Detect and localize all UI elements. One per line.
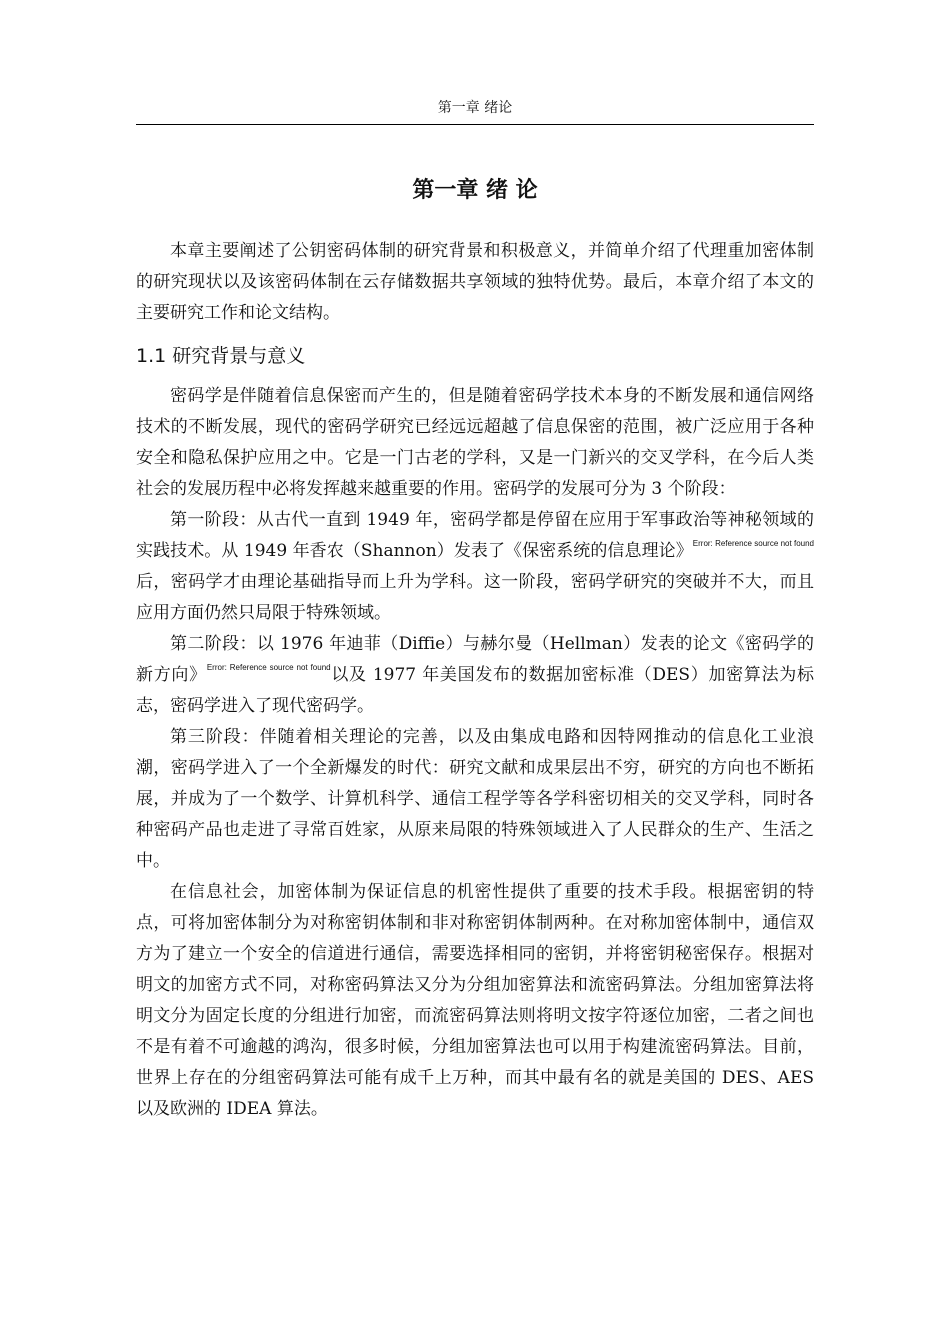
paragraph-stage-one (136, 505, 814, 629)
chapter-title: 第一章 绪 论 (412, 178, 538, 203)
section-heading: 1.1 研究背景与意义 (136, 345, 306, 367)
intro-paragraph: 本章主要阐述了公钥密码体制的研究背景和积极意义，并简单介绍了代理重加密体制的研究现状以及该密码体制在云存储数据共享领域的独特优势。最后，本章介绍了本文的主要研究工作和论文结构。 (136, 241, 814, 323)
stage-one-text-cont: 后，密码学才由理论基础指导而上升为学科。这一阶段，密码学研究的突破并不大，而且应用方面仍然只局限于特殊领域。 (136, 572, 814, 623)
page-body (136, 236, 814, 1125)
paragraph-stage-three: 第三阶段：伴随着相关理论的完善，以及由集成电路和因特网推动的信息化工业浪潮，密码学进入了一个全新爆发的时代：研究文献和成果层出不穷，研究的方向也不断拓展，并成为了一个数学、计算机科学、通信工程学等各学科密切相关的交叉学科，同时各种密码产品也走进了寻常百姓家，从原来局限的特殊领域进入了人民群众的生产、生活之中。 (136, 727, 814, 871)
header-rule (136, 124, 814, 125)
stage-one-text: 第一阶段：从古代一直到 1949 年，密码学都是停留在应用于军事政治等神秘领域的实践技术。从 1949 年香农（Shannon）发表了《保密系统的信息理论》 (136, 510, 814, 561)
stage-two-text-cont: 以及 1977 年美国发布的数据加密标准（DES）加密算法为标志，密码学进入了现代密码学。 (136, 665, 815, 716)
paragraph-overview: 密码学是伴随着信息保密而产生的，但是随着密码学技术本身的不断发展和通信网络技术的不断发展，现代的密码学研究已经远远超越了信息保密的范围，被广泛应用于各种安全和隐私保护应用之中。它是一门古老的学科，又是一门新兴的交叉学科，在今后人类社会的发展历程中必将发挥越来越重要的作用。密码学的发展可分为 3 个阶段： (136, 386, 814, 499)
citation-error: Error: Reference source not found (206, 663, 331, 672)
paragraph-encryption: 在信息社会，加密体制为保证信息的机密性提供了重要的技术手段。根据密钥的特点，可将加密体制分为对称密钥体制和非对称密钥体制两种。在对称加密体制中，通信双方为了建立一个安全的信道进行通信，需要选择相同的密钥，并将密钥秘密保存。根据对明文的加密方式不同，对称密码算法又分为分组加密算法和流密码算法。分组加密算法将明文分为固定长度的分组进行加密，而流密码算法则将明文按字符逐位加密，二者之间也不是有着不可逾越的鸿沟，很多时候，分组加密算法也可以用于构建流密码算法。目前，世界上存在的分组密码算法可能有成千上万种，而其中最有名的就是美国的 DES、AES 以及欧洲的 IDEA 算法。 (136, 882, 814, 1119)
stage-two-text: 第二阶段：以 1976 年迪菲（Diffie）与赫尔曼（Hellman）发表的论文《密码学的新方向》 (136, 634, 814, 685)
running-header: 第一章 绪论 (437, 100, 513, 116)
paragraph-stage-two (136, 629, 814, 722)
citation-error: Error: Reference source not found (692, 539, 815, 548)
